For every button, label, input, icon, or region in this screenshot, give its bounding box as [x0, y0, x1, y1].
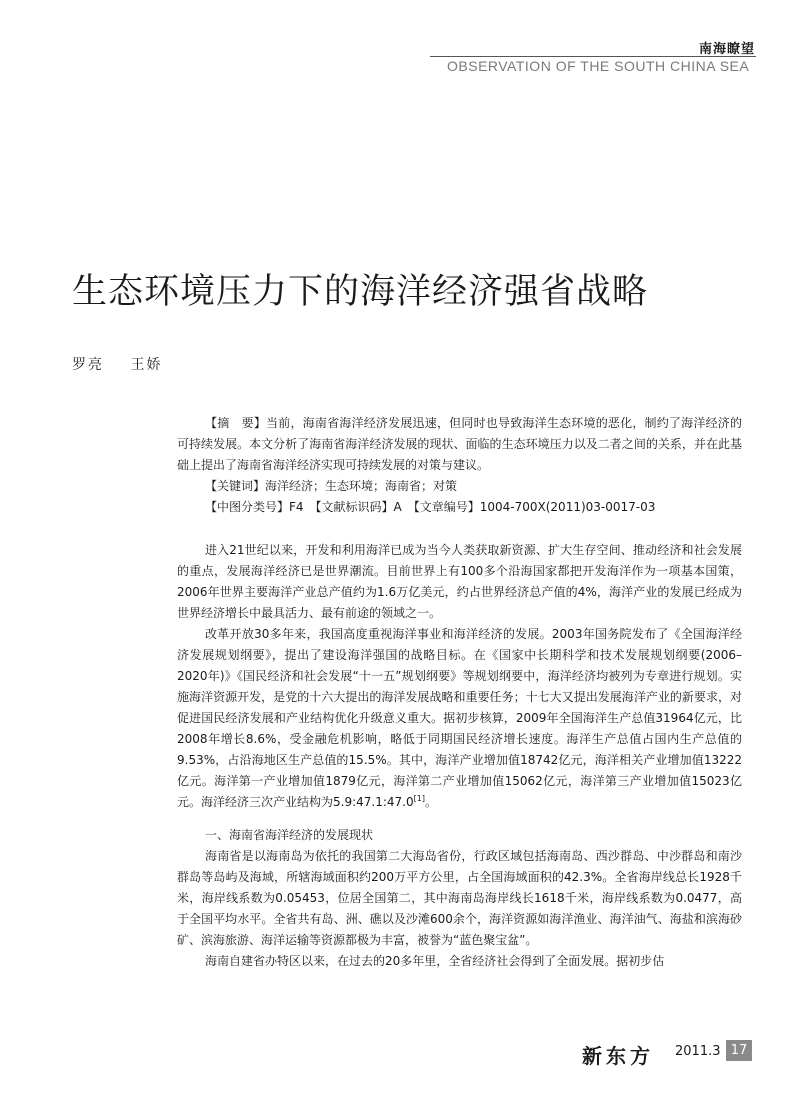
- section-heading-1: 一、海南省海洋经济的发展现状: [205, 828, 374, 842]
- abstract-summary: 【摘 要】当前，海南省海洋经济发展迅速，但同时也导致海洋生态环境的恶化，制约了海洋经济的可持续发展。本文分析了海南省海洋经济发展的现状、面临的生态环境压力以及二者之间的关系，并在此基础上提出了海南省海洋经济实现可持续发展的对策与建议。: [177, 416, 742, 472]
- body-paragraph-4: 海南自建省办特区以来，在过去的20多年里，全省经济社会得到了全面发展。据初步估: [205, 954, 665, 968]
- journal-name: 新东方: [582, 1044, 654, 1068]
- article-body: [177, 540, 742, 972]
- article-title: 生态环境压力下的海洋经济强省战略: [72, 272, 649, 312]
- header-divider: [430, 56, 756, 57]
- column-title-english: OBSERVATION OF THE SOUTH CHINA SEA: [447, 58, 750, 74]
- abstract-classification: 【中图分类号】F4 【文献标识码】A 【文章编号】1004-700X(2011)03-0017-03: [205, 500, 656, 514]
- body-paragraph-2-text: 改革开放30多年来，我国高度重视海洋事业和海洋经济的发展。2003年国务院发布了《全国海洋经济发展规划纲要》，提出了建设海洋强国的战略目标。在《国家中长期科学和技术发展规划纲要(2006–2020年)》《国民经济和社会发展“十一五”规划纲要》等规划纲要中，海洋经济均被列为专章进行规划。实施海洋资源开发，是党的十六大提出的海洋发展战略和重要任务；十七大又提出发展海洋产业的新要求，对促进国民经济发展和产业结构优化升级意义重大。据初步核算，2009年全国海洋生产总值31964亿元，比2008年增长8.6%，受金融危机影响，略低于同期国民经济增长速度。海洋生产总值占国内生产总值的9.53%，占沿海地区生产总值的15.5%。其中，海洋产业增加值18742亿元，海洋相关产业增加值13222亿元。海洋第一产业增加值1879亿元，海洋第二产业增加值15062亿元，海洋第三产业增加值15023亿元。海洋经济三次产业结构为5.9:47.1:47.0: [177, 627, 742, 809]
- body-paragraph-2: [177, 624, 742, 813]
- page-number: 17: [726, 1040, 752, 1061]
- article-authors: 罗亮 王娇: [72, 357, 163, 373]
- body-paragraph-2-end: 。: [424, 795, 437, 809]
- abstract-block: [177, 413, 742, 518]
- body-paragraph-1: 进入21世纪以来，开发和利用海洋已成为当今人类获取新资源、扩大生存空间、推动经济和社会发展的重点，发展海洋经济已是世界潮流。目前世界上有100多个沿海国家都把开发海洋作为一项基本国策，2006年世界主要海洋产业总产值约为1.6万亿美元，约占世界经济总产值的4%，海洋产业的发展已经成为世界经济增长中最具活力、最有前途的领域之一。: [177, 543, 742, 620]
- citation-ref: [1]: [413, 794, 425, 803]
- abstract-keywords: 【关键词】海洋经济；生态环境；海南省；对策: [205, 479, 458, 493]
- body-paragraph-3: 海南省是以海南岛为依托的我国第二大海岛省份，行政区域包括海南岛、西沙群岛、中沙群岛和南沙群岛等岛屿及海域，所辖海域面积约200万平方公里，占全国海域面积的42.3%。全省海岸线总长1928千米，海岸线系数为0.05453，位居全国第二，其中海南岛海岸线长1618千米，海岸线系数为0.0477，高于全国平均水平。全省共有岛、洲、礁以及沙滩600余个，海洋资源如海洋渔业、海洋油气、海盐和滨海砂矿、滨海旅游、海洋运输等资源都极为丰富，被誉为“蓝色聚宝盆”。: [177, 849, 742, 947]
- column-title: 南海瞭望: [698, 42, 755, 57]
- journal-issue: 2011.3: [675, 1044, 721, 1059]
